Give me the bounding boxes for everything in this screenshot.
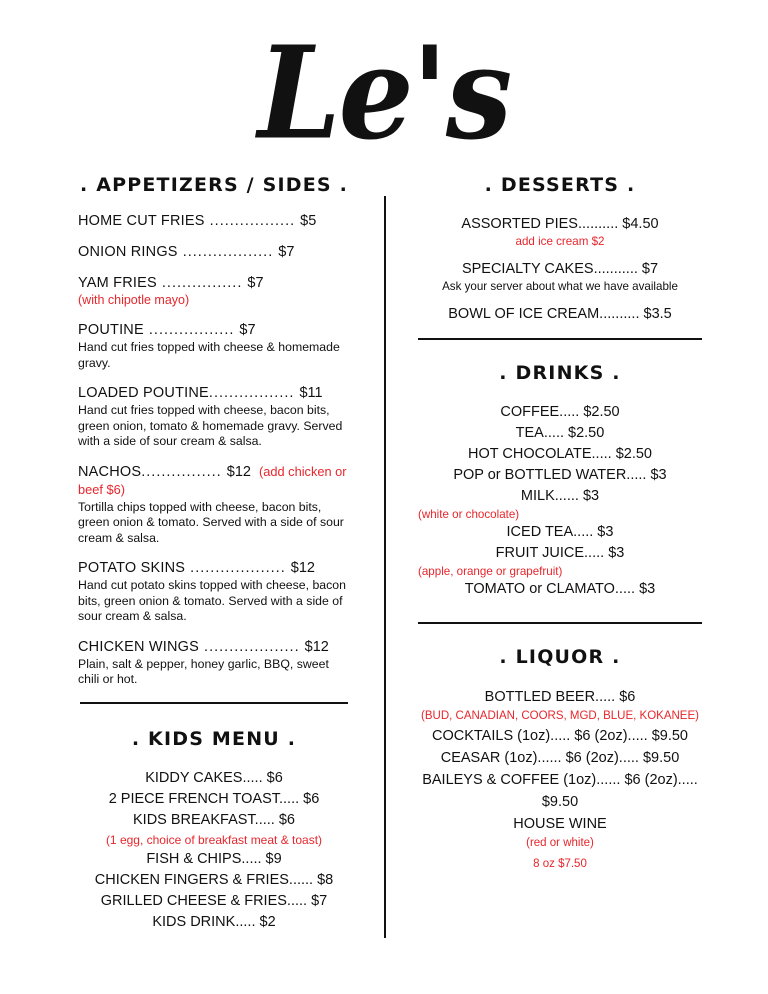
- item-name: POUTINE: [78, 322, 144, 338]
- list-item: COFFEE..... $2.50: [500, 404, 620, 420]
- list-item: HOUSE WINE: [513, 816, 607, 832]
- kids-menu-list: [78, 768, 350, 933]
- list-item-note: (apple, orange or grapefruit): [418, 565, 563, 578]
- list-item: KIDS BREAKFAST..... $6: [133, 811, 295, 828]
- list-item: ICED TEA..... $3: [506, 524, 614, 540]
- item-name: LOADED POUTINE: [78, 385, 209, 401]
- list-item: 2 PIECE FRENCH TOAST..... $6: [108, 790, 320, 807]
- item-dots: ................: [141, 463, 227, 480]
- item-price: $7: [239, 322, 256, 338]
- list-item-note: (red or white): [526, 837, 594, 849]
- list-item-note: (1 egg, choice of breakfast meat & toast): [105, 832, 323, 847]
- list-item: KIDDY CAKES..... $6: [145, 769, 283, 786]
- list-item-note: (white or chocolate): [418, 508, 520, 521]
- item-dots: .................: [204, 213, 301, 229]
- item-price: $12: [304, 638, 329, 655]
- item-inline-note: (add chicken or beef $6): [78, 463, 347, 497]
- item-price: $5: [300, 213, 317, 229]
- item-name: NACHOS: [78, 463, 142, 480]
- list-item: TEA..... $2.50: [515, 425, 605, 441]
- item-name: CHICKEN WINGS: [78, 638, 200, 655]
- left-column: [40, 170, 384, 933]
- item-name: HOME CUT FRIES: [78, 213, 205, 229]
- item-description: Hand cut fries topped with cheese & homemade gravy.: [78, 340, 340, 370]
- item-description: Hand cut fries topped with cheese, bacon bits, green onion, tomato & homemade gravy. Served with a side of sour cream & salsa.: [78, 403, 343, 448]
- list-item: CHICKEN FINGERS & FRIES...... $8: [94, 871, 334, 888]
- list-item: TOMATO or CLAMATO..... $3: [464, 581, 656, 597]
- item-name: YAM FRIES: [78, 275, 157, 291]
- item-note: Ask your server about what we have available: [442, 280, 678, 293]
- item-description: Tortilla chips topped with cheese, bacon bits, green onion & tomato. Served with a side of sour cream & salsa.: [78, 499, 344, 545]
- section-title-desserts: . DESSERTS .: [484, 174, 636, 196]
- menu-item: [78, 463, 350, 547]
- list-item: KIDS DRINK..... $2: [152, 913, 276, 930]
- item-dots: ................: [156, 275, 248, 291]
- list-item-note: 8 oz $7.50: [533, 858, 587, 870]
- right-section-divider-1: [418, 338, 702, 340]
- item-description: Plain, salt & pepper, honey garlic, BBQ, sweet chili or hot.: [78, 656, 329, 686]
- item-price: $7: [247, 275, 264, 291]
- list-item: MILK...... $3: [520, 488, 600, 504]
- item-price: $12: [290, 560, 315, 576]
- list-item: POP or BOTTLED WATER..... $3: [453, 467, 667, 483]
- item-dots: .................: [208, 385, 300, 401]
- menu-item: [418, 214, 702, 249]
- list-item: BOTTLED BEER..... $6: [484, 689, 636, 705]
- item-price: $11: [299, 385, 323, 401]
- list-item-note: (BUD, CANADIAN, COORS, MGD, BLUE, KOKANEE): [421, 710, 699, 722]
- menu-item: [418, 304, 702, 324]
- list-item: COCKTAILS (1oz)..... $6 (2oz)..... $9.50: [432, 728, 688, 744]
- item-dots: ..................: [177, 244, 279, 260]
- item-name: ONION RINGS: [78, 244, 178, 260]
- liquor-list: [418, 686, 702, 873]
- item-price: $7: [278, 244, 295, 260]
- item-description: Hand cut potato skins topped with cheese, bacon bits, green onion & tomato. Served with a side of sour cream & salsa.: [78, 578, 346, 623]
- drinks-list: [418, 402, 702, 600]
- item-dots: ...................: [199, 638, 305, 655]
- list-item: GRILLED CHEESE & FRIES..... $7: [100, 892, 328, 909]
- menu-item: [78, 321, 350, 371]
- list-item: BAILEYS & COFFEE (1oz)...... $6 (2oz)..... $9.50: [422, 772, 698, 810]
- logo-text: Le's: [257, 17, 511, 168]
- list-item: FRUIT JUICE..... $3: [495, 545, 625, 561]
- right-column: [384, 170, 728, 933]
- item-note: (with chipotle mayo): [78, 293, 190, 307]
- list-item: CEASAR (1oz)...... $6 (2oz)..... $9.50: [440, 750, 680, 766]
- item-dots: .................: [143, 322, 240, 338]
- list-item: FISH & CHIPS..... $9: [146, 850, 282, 867]
- menu-item: [78, 212, 350, 230]
- left-section-divider: [80, 702, 348, 704]
- section-title-appetizers: . APPETIZERS / SIDES .: [79, 174, 349, 196]
- restaurant-logo: [0, 0, 768, 170]
- menu-item: [78, 559, 350, 625]
- menu-item: [78, 274, 350, 308]
- menu-columns: [0, 170, 768, 933]
- section-title-liquor: . LIQUOR .: [499, 646, 621, 668]
- right-section-divider-2: [418, 622, 702, 624]
- item-name: POTATO SKINS: [78, 560, 186, 576]
- item-dots: ...................: [185, 560, 291, 576]
- item-text: SPECIALTY CAKES........... $7: [461, 261, 659, 277]
- menu-item: [418, 259, 702, 294]
- list-item: HOT CHOCOLATE..... $2.50: [468, 446, 652, 462]
- item-text: ASSORTED PIES.......... $4.50: [461, 216, 659, 232]
- menu-item: [78, 638, 350, 688]
- section-title-kids: . KIDS MENU .: [131, 727, 297, 750]
- item-price: $12: [226, 463, 251, 480]
- item-note: add ice cream $2: [515, 235, 605, 248]
- section-title-drinks: . DRINKS .: [499, 362, 621, 384]
- menu-item: [78, 384, 350, 450]
- menu-item: [78, 243, 350, 261]
- item-text: BOWL OF ICE CREAM.......... $3.5: [448, 306, 672, 322]
